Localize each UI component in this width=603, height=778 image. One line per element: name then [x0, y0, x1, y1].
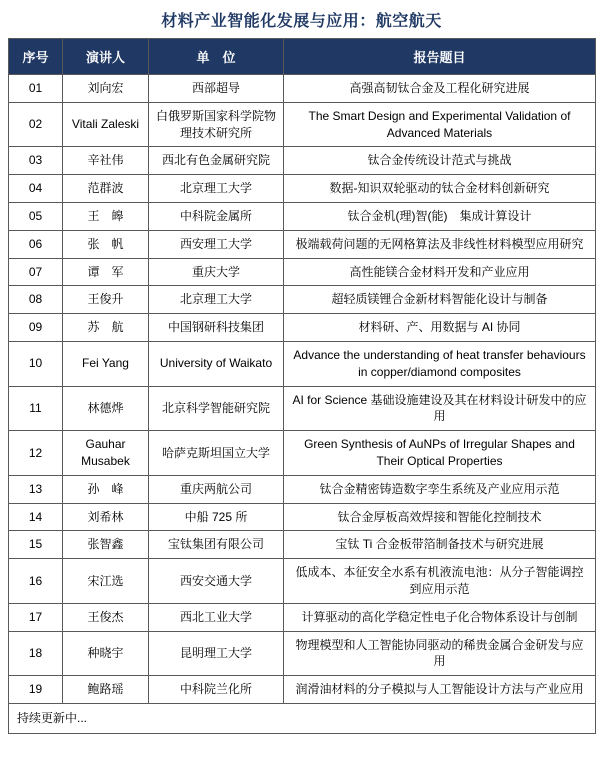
talk-title-cell: 润滑油材料的分子模拟与人工智能设计方法与产业应用 [284, 676, 596, 704]
footer-note: 持续更新中... [9, 703, 596, 733]
talk-title-cell: 超轻质镁锂合金新材料智能化设计与制备 [284, 286, 596, 314]
row-number-cell: 13 [9, 475, 63, 503]
organization-cell: 西安交通大学 [149, 559, 284, 604]
column-header-no: 序号 [9, 39, 63, 75]
table-row [9, 386, 596, 431]
speaker-cell: 林德烨 [63, 386, 149, 431]
table-header-row [9, 39, 596, 75]
speaker-cell: 宋江选 [63, 559, 149, 604]
table-row [9, 258, 596, 286]
organization-cell: 西安理工大学 [149, 230, 284, 258]
row-number-cell: 03 [9, 147, 63, 175]
organization-cell: 西北有色金属研究院 [149, 147, 284, 175]
organization-cell: 白俄罗斯国家科学院物理技术研究所 [149, 102, 284, 147]
organization-cell: 北京理工大学 [149, 175, 284, 203]
speaker-cell: 范群波 [63, 175, 149, 203]
row-number-cell: 11 [9, 386, 63, 431]
table-row [9, 431, 596, 476]
speaker-cell: 张 帆 [63, 230, 149, 258]
table-row [9, 230, 596, 258]
talk-title-cell: AI for Science 基础设施建设及其在材料设计研发中的应用 [284, 386, 596, 431]
organization-cell: 中船 725 所 [149, 503, 284, 531]
talk-title-cell: 钛合金厚板高效焊接和智能化控制技术 [284, 503, 596, 531]
table-row [9, 341, 596, 386]
speaker-cell: 刘希林 [63, 503, 149, 531]
table-row [9, 603, 596, 631]
organization-cell: 中国钢研科技集团 [149, 314, 284, 342]
row-number-cell: 09 [9, 314, 63, 342]
organization-cell: 西部超导 [149, 75, 284, 103]
organization-cell: 重庆两航公司 [149, 475, 284, 503]
row-number-cell: 04 [9, 175, 63, 203]
row-number-cell: 02 [9, 102, 63, 147]
speaker-cell: 王 皞 [63, 202, 149, 230]
organization-cell: 重庆大学 [149, 258, 284, 286]
talk-title-cell: 计算驱动的高化学稳定性电子化合物体系设计与创制 [284, 603, 596, 631]
schedule-table [8, 38, 596, 734]
table-row [9, 531, 596, 559]
column-header-talk-title: 报告题目 [284, 39, 596, 75]
organization-cell: 昆明理工大学 [149, 631, 284, 676]
row-number-cell: 06 [9, 230, 63, 258]
speaker-cell: 苏 航 [63, 314, 149, 342]
speaker-cell: 种晓宇 [63, 631, 149, 676]
organization-cell: 宝钛集团有限公司 [149, 531, 284, 559]
table-row [9, 676, 596, 704]
table-row [9, 631, 596, 676]
table-head [9, 39, 596, 75]
row-number-cell: 19 [9, 676, 63, 704]
speaker-cell: 谭 军 [63, 258, 149, 286]
talk-title-cell: 钛合金机(理)智(能) 集成计算设计 [284, 202, 596, 230]
talk-title-cell: 物理模型和人工智能协同驱动的稀贵金属合金研发与应用 [284, 631, 596, 676]
speaker-cell: 王俊杰 [63, 603, 149, 631]
organization-cell: 西北工业大学 [149, 603, 284, 631]
organization-cell: 中科院兰化所 [149, 676, 284, 704]
row-number-cell: 14 [9, 503, 63, 531]
table-row [9, 503, 596, 531]
table-foot [9, 703, 596, 733]
organization-cell: University of Waikato [149, 341, 284, 386]
table-row [9, 559, 596, 604]
speaker-cell: 鲍路瑶 [63, 676, 149, 704]
column-header-organization: 单 位 [149, 39, 284, 75]
talk-title-cell: Advance the understanding of heat transfer behaviours in copper/diamond composites [284, 341, 596, 386]
row-number-cell: 17 [9, 603, 63, 631]
talk-title-cell: 极端载荷问题的无网格算法及非线性材料模型应用研究 [284, 230, 596, 258]
talk-title-cell: 低成本、本征安全水系有机液流电池：从分子智能调控到应用示范 [284, 559, 596, 604]
speaker-cell: Gauhar Musabek [63, 431, 149, 476]
footer-row [9, 703, 596, 733]
speaker-cell: 张智鑫 [63, 531, 149, 559]
organization-cell: 北京科学智能研究院 [149, 386, 284, 431]
talk-title-cell: 高强高韧钛合金及工程化研究进展 [284, 75, 596, 103]
table-row [9, 314, 596, 342]
speaker-cell: 王俊升 [63, 286, 149, 314]
table-row [9, 75, 596, 103]
organization-cell: 中科院金属所 [149, 202, 284, 230]
table-row [9, 147, 596, 175]
talk-title-cell: 宝钛 Ti 合金板带箔制备技术与研究进展 [284, 531, 596, 559]
table-row [9, 102, 596, 147]
row-number-cell: 08 [9, 286, 63, 314]
speaker-cell: 刘向宏 [63, 75, 149, 103]
talk-title-cell: 材料研、产、用数据与 AI 协同 [284, 314, 596, 342]
row-number-cell: 05 [9, 202, 63, 230]
speaker-cell: Vitali Zaleski [63, 102, 149, 147]
talk-title-cell: The Smart Design and Experimental Validation of Advanced Materials [284, 102, 596, 147]
talk-title-cell: 高性能镁合金材料开发和产业应用 [284, 258, 596, 286]
page-title: 材料产业智能化发展与应用：航空航天 [161, 13, 442, 30]
table-row [9, 202, 596, 230]
speaker-cell: Fei Yang [63, 341, 149, 386]
row-number-cell: 18 [9, 631, 63, 676]
organization-cell: 哈萨克斯坦国立大学 [149, 431, 284, 476]
row-number-cell: 12 [9, 431, 63, 476]
column-header-speaker: 演讲人 [63, 39, 149, 75]
table-row [9, 175, 596, 203]
talk-title-cell: 钛合金传统设计范式与挑战 [284, 147, 596, 175]
organization-cell: 北京理工大学 [149, 286, 284, 314]
table-row [9, 475, 596, 503]
talk-title-cell: 钛合金精密铸造数字孪生系统及产业应用示范 [284, 475, 596, 503]
row-number-cell: 01 [9, 75, 63, 103]
table-row [9, 286, 596, 314]
speaker-cell: 孙 峰 [63, 475, 149, 503]
row-number-cell: 10 [9, 341, 63, 386]
speaker-cell: 辛社伟 [63, 147, 149, 175]
talk-title-cell: 数据-知识双轮驱动的钛合金材料创新研究 [284, 175, 596, 203]
talk-title-cell: Green Synthesis of AuNPs of Irregular Shapes and Their Optical Properties [284, 431, 596, 476]
row-number-cell: 07 [9, 258, 63, 286]
row-number-cell: 16 [9, 559, 63, 604]
table-body [9, 75, 596, 704]
row-number-cell: 15 [9, 531, 63, 559]
